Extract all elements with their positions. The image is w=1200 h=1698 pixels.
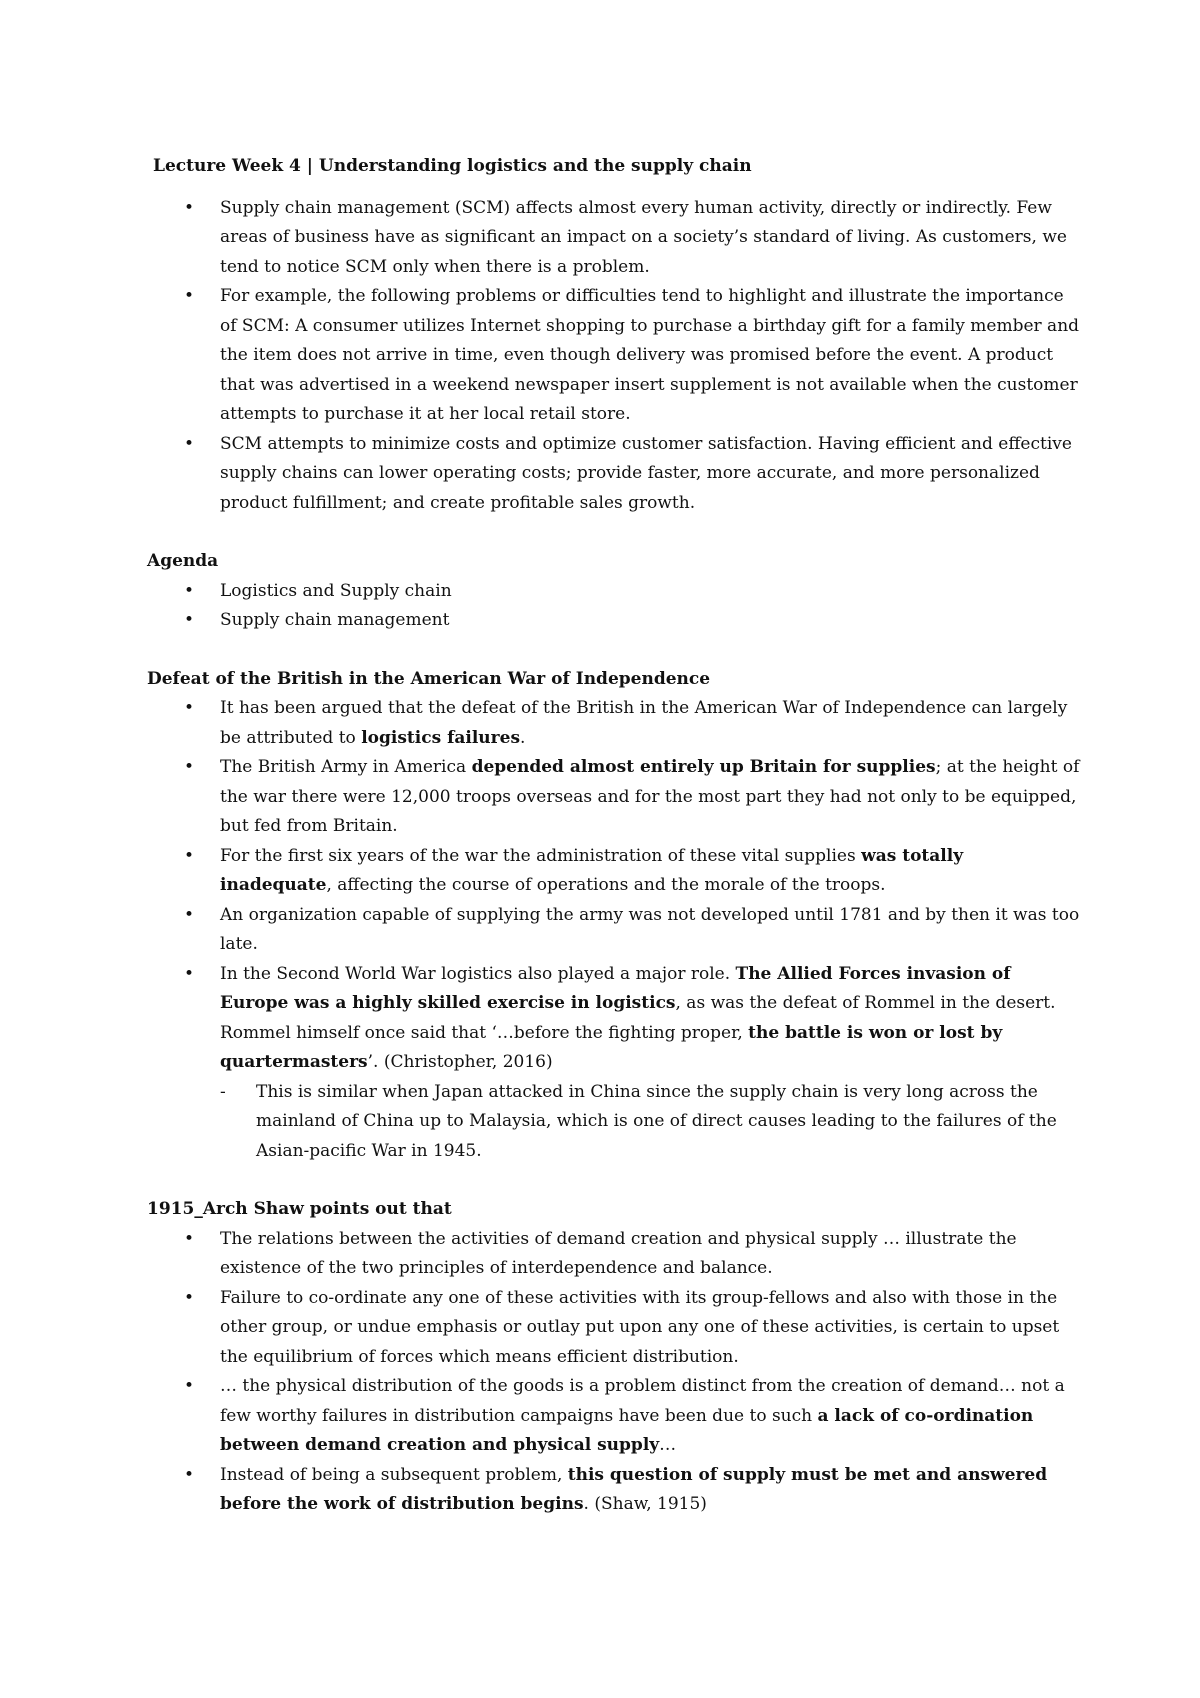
text-run: For the first six years of the war the administration of these vital supplies: [220, 845, 862, 866]
list-item: [220, 842, 1080, 901]
agenda-list: [147, 577, 1080, 636]
shaw-heading: 1915_Arch Shaw points out that: [147, 1199, 452, 1219]
text-run: In the Second World War logistics also played a major role.: [220, 963, 736, 984]
bold-run: The Allied Forces invasion of Europe was a highly skilled exercise in logistics: [220, 963, 1011, 1013]
text-run: .: [520, 727, 526, 748]
shaw-list: [147, 1225, 1080, 1520]
list-item: [220, 694, 1080, 753]
text-run: ’. (Christopher, 2016): [367, 1052, 553, 1072]
text-run: . (Shaw, 1915): [583, 1494, 707, 1514]
text-run: , affecting the course of operations and the morale of the troops.: [326, 875, 886, 895]
text-run: …: [659, 1435, 677, 1455]
list-item: • SCM attempts to minimize costs and optimize customer satisfaction. Having efficient and effective supply chains can lower operating costs; provide faster, more accurate, and more personalized product fulfillment; and create profitable sales growth.: [220, 430, 1080, 519]
list-item: • Logistics and Supply chain: [220, 577, 1080, 607]
text-run: The British Army in America: [220, 757, 472, 777]
list-item: [220, 1372, 1080, 1461]
bold-run: depended almost entirely up Britain for supplies: [471, 757, 936, 777]
list-item: • Supply chain management (SCM) affects almost every human activity, directly or indirectly. Few areas of business have as significant an impact on a society’s standard of living. As customers, we tend to notice SCM only when there is a problem.: [220, 194, 1080, 283]
list-item: [220, 960, 1080, 1167]
agenda-heading: Agenda: [147, 551, 219, 571]
list-item: • Supply chain management: [220, 606, 1080, 636]
text-run: The relations between the activities of demand creation and physical supply … illustrate the existence of the two principles of interdependence and balance.: [220, 1228, 1017, 1278]
text-run: An organization capable of supplying the army was not developed until 1781 and by then it was too late.: [220, 904, 1080, 954]
list-item: [220, 753, 1080, 842]
list-item: [220, 901, 1080, 960]
bold-run: the battle is won or lost by quartermasters: [220, 1022, 1003, 1072]
intro-list: [147, 194, 1080, 519]
bold-run: a lack of co-ordination between demand creation and physical supply: [220, 1405, 1034, 1455]
list-item: • For example, the following problems or difficulties tend to highlight and illustrate the importance of SCM: A consumer utilizes Internet shopping to purchase a birthday gift for a family member and the item does not arrive in time, even though delivery was promised before the event. A product that was advertised in a weekend newspaper insert supplement is not available when the customer attempts to purchase it at her local retail store.: [220, 282, 1080, 430]
text-run: ; at the height of the war there were 12,000 troops overseas and for the most part they had not only to be equipped, but fed from Britain.: [220, 757, 1080, 836]
list-item: [220, 1225, 1080, 1284]
list-item: [220, 1461, 1080, 1520]
sub-list: [220, 1078, 1080, 1167]
list-item: [220, 1284, 1080, 1373]
text-run: Failure to co-ordinate any one of these activities with its group-fellows and also with those in the other group, or undue emphasis or outlay put upon any one of these activities, is certain to upset the equilibrium of forces which means efficient distribution.: [220, 1287, 1060, 1367]
bold-run: was totally inadequate: [220, 845, 964, 895]
text-run: It has been argued that the defeat of the British in the American War of Independence can largely be attributed to: [220, 698, 1068, 748]
bold-run: logistics failures: [361, 727, 521, 748]
text-run: … the physical distribution of the goods is a problem distinct from the creation of demand… not a few worthy failures in distribution campaigns have been due to such: [220, 1376, 1065, 1426]
text-run: Instead of being a subsequent problem,: [220, 1464, 568, 1485]
sub-list-item: - This is similar when Japan attacked in China since the supply chain is very long across the mainland of China up to Malaysia, which is one of direct causes leading to the failures of the Asian-pacific War in 1945.: [256, 1078, 1080, 1167]
british-heading: Defeat of the British in the American War of Independence: [147, 668, 711, 689]
british-list: [147, 694, 1080, 1166]
text-run: , as was the defeat of Rommel in the desert. Rommel himself once said that ‘…before the fighting proper,: [220, 993, 1056, 1043]
bold-run: this question of supply must be met and answered before the work of distribution begins: [220, 1464, 1048, 1514]
page-title: Lecture Week 4 | Understanding logistics and the supply chain: [153, 156, 752, 176]
